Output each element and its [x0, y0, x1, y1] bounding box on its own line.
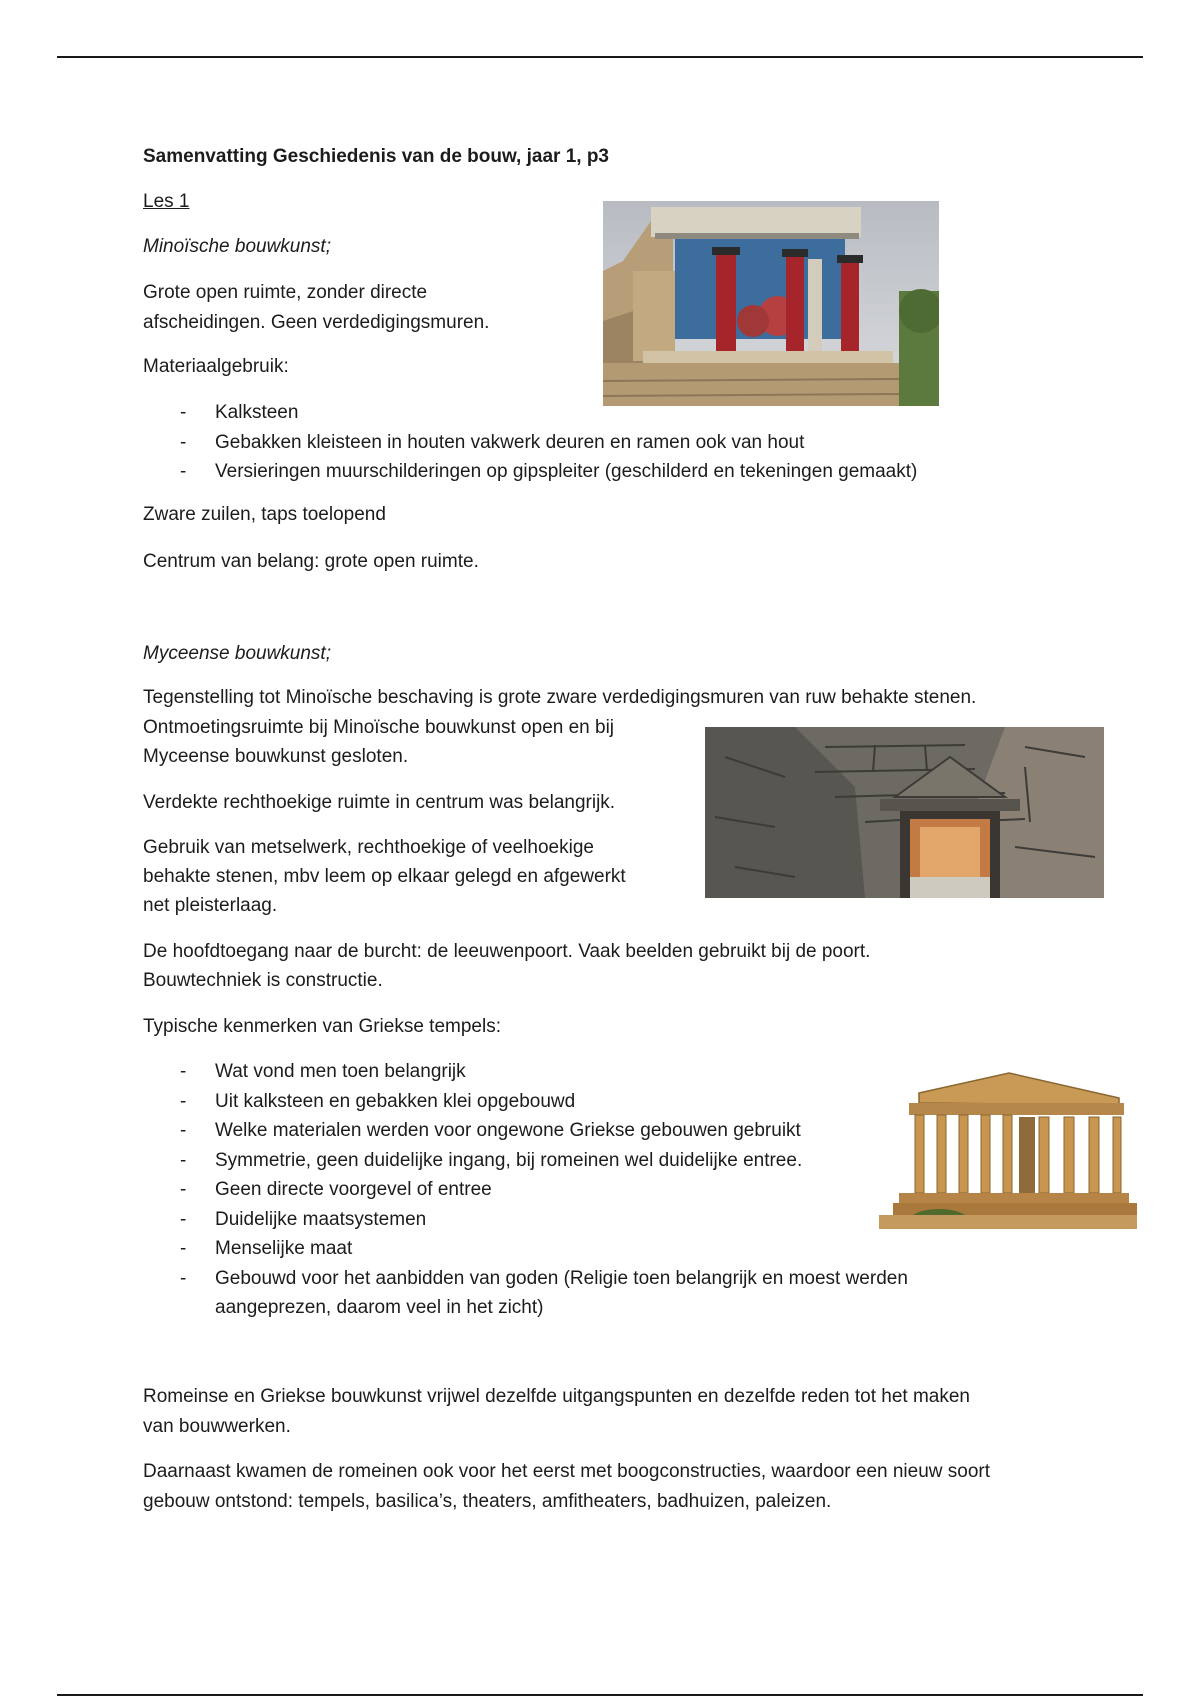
- covered-text: Verdekte rechthoekige ruimte in centrum was belangrijk.: [143, 792, 616, 813]
- list-item: - Symmetrie, geen duidelijke ingang, bij romeinen wel duidelijke entree.: [178, 1146, 908, 1176]
- masonry-line: behakte stenen, mbv leem op elkaar gelegd en afgewerkt: [143, 866, 626, 887]
- list-item: - Uit kalksteen en gebakken klei opgebouwd: [178, 1087, 908, 1117]
- center-text: Centrum van belang: grote open ruimte.: [143, 551, 479, 572]
- minoan-intro-line: afscheidingen. Geen verdedigingsmuren.: [143, 312, 490, 333]
- list-item: - Gebouwd voor het aanbidden van goden (Religie toen belangrijk en moest werden: [178, 1264, 908, 1294]
- minoan-intro-line: Grote open ruimte, zonder directe: [143, 282, 428, 303]
- document-title: Samenvatting Geschiedenis van de bouw, jaar 1, p3: [143, 146, 610, 167]
- list-item: - Kalksteen: [178, 398, 917, 428]
- roman-line: Daarnaast kwamen de romeinen ook voor het eerst met boogconstructies, waardoor een nieuw soort: [143, 1461, 991, 1482]
- header-rule: [57, 56, 1143, 58]
- gate-line: Bouwtechniek is constructie.: [143, 970, 383, 991]
- columns-text: Zware zuilen, taps toelopend: [143, 504, 386, 525]
- list-item: - Geen directe voorgevel of entree: [178, 1175, 908, 1205]
- list-item: - Wat vond men toen belangrijk: [178, 1057, 908, 1087]
- roman-line: Romeinse en Griekse bouwkunst vrijwel dezelfde uitgangspunten en dezelfde reden tot het maken: [143, 1386, 971, 1407]
- footer-rule: [57, 1694, 1143, 1696]
- materials-list: [178, 398, 917, 487]
- meeting-line: Ontmoetingsruimte bij Minoïsche bouwkunst open en bij: [143, 717, 615, 738]
- greek-temple-image: [879, 1043, 1137, 1229]
- minoan-heading: Minoïsche bouwkunst;: [143, 236, 331, 257]
- list-item: - Gebakken kleisteen in houten vakwerk deuren en ramen ook van hout: [178, 428, 917, 458]
- list-item: - Duidelijke maatsystemen: [178, 1205, 908, 1235]
- meeting-line: Myceense bouwkunst gesloten.: [143, 746, 409, 767]
- list-item: - Versieringen muurschilderingen op gipspleiter (geschilderd en tekeningen gemaakt): [178, 457, 917, 487]
- roman-line: van bouwwerken.: [143, 1416, 291, 1437]
- list-item: - Menselijke maat: [178, 1234, 908, 1264]
- greek-list: [178, 1057, 908, 1293]
- lesson-heading: Les 1: [143, 191, 190, 212]
- gate-line: De hoofdtoegang naar de burcht: de leeuwenpoort. Vaak beelden gebruikt bij de poort.: [143, 941, 871, 962]
- list-item-continuation: aangeprezen, daarom veel in het zicht): [215, 1297, 544, 1318]
- list-item: - Welke materialen werden voor ongewone Griekse gebouwen gebruikt: [178, 1116, 908, 1146]
- roman-line: gebouw ontstond: tempels, basilica’s, theaters, amfitheaters, badhuizen, paleizen.: [143, 1491, 832, 1512]
- masonry-line: Gebruik van metselwerk, rechthoekige of veelhoekige: [143, 837, 594, 858]
- greek-label: Typische kenmerken van Griekse tempels:: [143, 1016, 501, 1037]
- masonry-line: net pleisterlaag.: [143, 895, 278, 916]
- mycenaean-heading: Myceense bouwkunst;: [143, 643, 331, 664]
- knossos-palace-image: [603, 201, 939, 406]
- lion-gate-image: [705, 727, 1104, 898]
- contrast-text: Tegenstelling tot Minoïsche beschaving is grote zware verdedigingsmuren van ruw behakte stenen.: [143, 687, 977, 708]
- materials-label: Materiaalgebruik:: [143, 356, 289, 377]
